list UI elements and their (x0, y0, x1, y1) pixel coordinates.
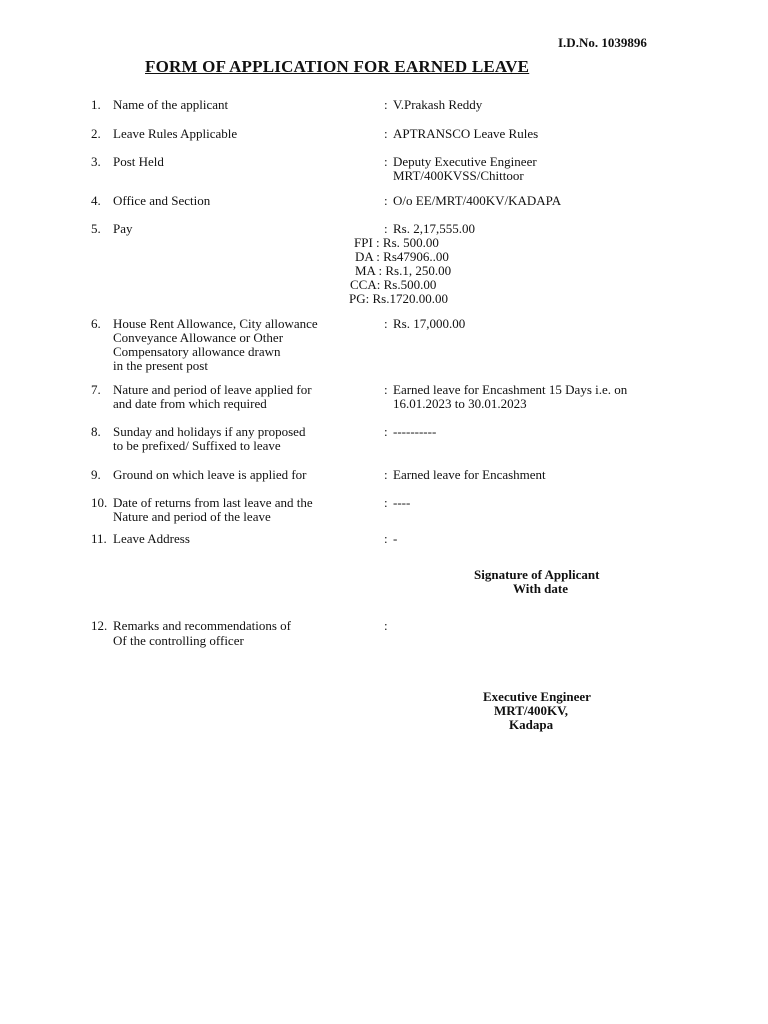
item-colon: : (384, 618, 388, 633)
item-colon: : (384, 467, 388, 482)
item-colon: : (384, 126, 388, 141)
item-label: Leave Rules Applicable (113, 126, 238, 141)
item-colon: : (384, 193, 388, 208)
item-value: Earned leave for Encashment (393, 467, 546, 482)
pay-breakup-pg: PG: Rs.1720.00.00 (349, 291, 448, 306)
item-label: Conveyance Allowance or Other (113, 330, 284, 345)
item-value: Deputy Executive Engineer (393, 154, 537, 169)
item-label: Office and Section (113, 193, 211, 208)
form-title: FORM OF APPLICATION FOR EARNED LEAVE (145, 57, 530, 76)
item-label: Compensatory allowance drawn (113, 344, 281, 359)
item-value: V.Prakash Reddy (393, 97, 483, 112)
item-number: 12. (91, 618, 108, 633)
item-label: Post Held (113, 154, 164, 169)
item-number: 1. (91, 97, 101, 112)
item-number: 3. (91, 154, 101, 169)
item-label: to be prefixed/ Suffixed to leave (113, 438, 281, 453)
pay-breakup-ma: MA : Rs.1, 250.00 (355, 263, 452, 278)
item-number: 5. (91, 221, 101, 236)
item-number: 2. (91, 126, 101, 141)
pay-breakup-cca: CCA: Rs.500.00 (350, 277, 437, 292)
item-colon: : (384, 424, 388, 439)
item-number: 7. (91, 382, 101, 397)
item-colon: : (384, 154, 388, 169)
item-colon: : (384, 495, 388, 510)
item-value: Earned leave for Encashment 15 Days i.e. on (393, 382, 628, 397)
item-label: and date from which required (113, 396, 267, 411)
item-label: Remarks and recommendations of (113, 618, 291, 633)
item-label: Nature and period of the leave (113, 509, 271, 524)
item-number: 11. (91, 531, 107, 546)
item-value: ---- (393, 495, 411, 510)
item-colon: : (384, 316, 388, 331)
item-value: - (393, 531, 398, 546)
item-label: Ground on which leave is applied for (113, 467, 307, 482)
item-label: Of the controlling officer (113, 633, 244, 648)
item-label: Nature and period of leave applied for (113, 382, 312, 397)
item-colon: : (384, 531, 388, 546)
item-value: 16.01.2023 to 30.01.2023 (393, 396, 527, 411)
item-value: APTRANSCO Leave Rules (393, 126, 539, 141)
pay-breakup-da: DA : Rs47906..00 (355, 249, 449, 264)
item-value: Rs. 17,000.00 (393, 316, 466, 331)
item-value: Rs. 2,17,555.00 (393, 221, 475, 236)
item-label: Sunday and holidays if any proposed (113, 424, 306, 439)
item-number: 8. (91, 424, 101, 439)
item-number: 10. (91, 495, 108, 510)
item-value: ---------- (393, 424, 437, 439)
item-label: Date of returns from last leave and the (113, 495, 313, 510)
pay-breakup-fpi: FPI : Rs. 500.00 (354, 235, 439, 250)
item-number: 9. (91, 467, 101, 482)
item-number: 4. (91, 193, 101, 208)
item-label: Name of the applicant (113, 97, 229, 112)
signature-date-label: With date (513, 581, 569, 596)
item-value: MRT/400KVSS/Chittoor (393, 168, 524, 183)
item-number: 6. (91, 316, 101, 331)
officer-location: Kadapa (509, 717, 554, 732)
item-colon: : (384, 221, 388, 236)
id-number: I.D.No. 1039896 (558, 35, 647, 50)
item-label: House Rent Allowance, City allowance (113, 316, 318, 331)
item-colon: : (384, 382, 388, 397)
signature-label: Signature of Applicant (474, 567, 600, 582)
item-value: O/o EE/MRT/400KV/KADAPA (393, 193, 562, 208)
item-label: in the present post (113, 358, 208, 373)
officer-unit: MRT/400KV, (494, 703, 569, 718)
item-label: Leave Address (113, 531, 190, 546)
item-colon: : (384, 97, 388, 112)
item-label: Pay (113, 221, 133, 236)
officer-designation: Executive Engineer (483, 689, 591, 704)
